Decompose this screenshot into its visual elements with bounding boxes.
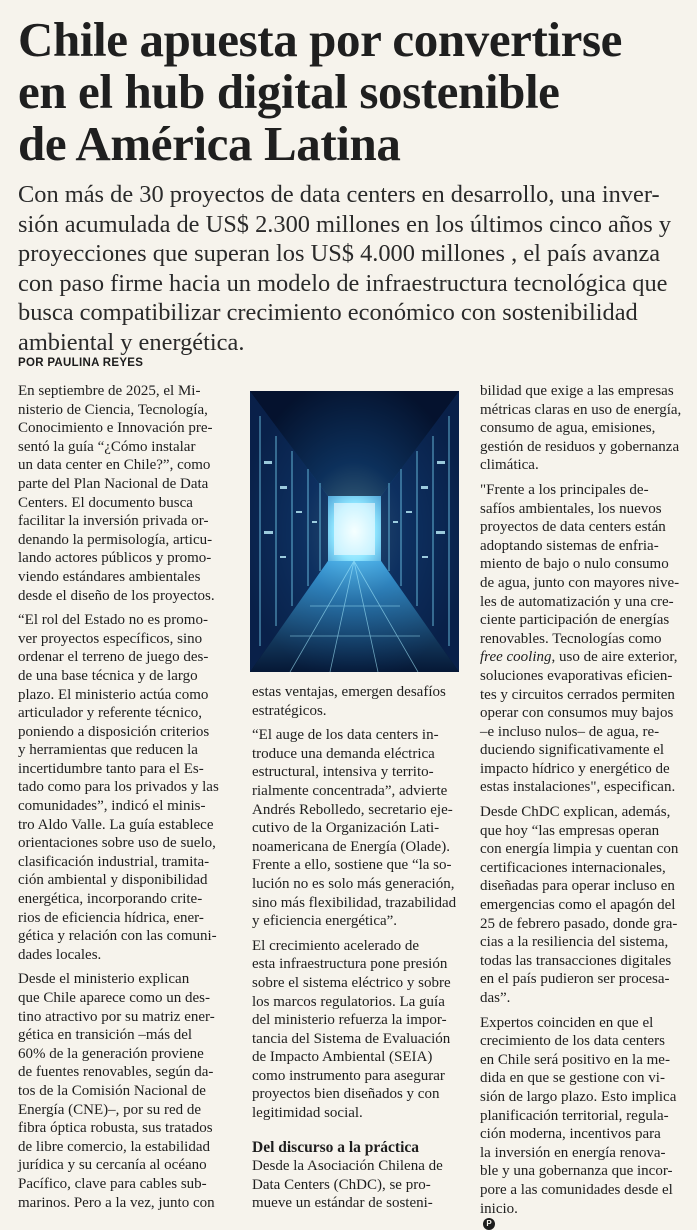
article-line: plazo. El ministerio actúa como (18, 686, 209, 703)
article-line: que Chile aparece como un des- (18, 990, 211, 1006)
article-line: orientaciones sobre uso de suelo, (18, 835, 216, 852)
article-line: un data center en Chile?”, como (18, 457, 211, 474)
article-line: incertidumbre tanto para el Es- (18, 760, 204, 777)
article-line: dades locales. (18, 946, 102, 963)
article-line: cias a la resiliencia del sistema, (480, 934, 669, 951)
article-line: esta infraestructura pone presión (252, 956, 448, 973)
article-line: climática. (480, 457, 539, 474)
article-line: con energía limpia y cuentan con (480, 841, 679, 858)
article-line: Data Centers (ChDC), se pro- (252, 1176, 431, 1193)
article-line: diseñadas para operar incluso en (480, 878, 675, 895)
article-line: sino más flexibilidad, trazabilidad (252, 894, 457, 911)
article-line: lución no es solo más generación, (252, 875, 455, 892)
article-line: 25 de febrero pasado, donde gra- (480, 915, 678, 932)
article-line: como instrumento para asegurar (252, 1067, 445, 1084)
article-line: estas instalaciones", especifican. (480, 779, 676, 796)
headline-line: de América Latina (18, 116, 401, 171)
article-line: gética y relación con las comuni- (18, 928, 217, 945)
article-column-3 (480, 382, 689, 1230)
article-line: rios de eficiencia hídrica, ener- (18, 909, 204, 926)
article-line: safíos ambientales, los nuevos (480, 500, 662, 517)
article-line: renovables. Tecnologías como (480, 630, 662, 647)
article-line: y eficiencia energética”. (252, 913, 398, 930)
article-line: "Frente a los principales de- (480, 481, 649, 498)
article-line: legitimidad social. (252, 1105, 363, 1122)
article-line: en Chile será positivo en la me- (480, 1051, 670, 1068)
article-line: tos de la Comisión Nacional de (18, 1082, 206, 1099)
article-line: métricas claras en uso de energía, (480, 401, 682, 418)
article-line: de fuentes renovables, según da- (18, 1064, 214, 1081)
article-line: consumo de agua, emisiones, (480, 420, 656, 437)
article-line: de libre comercio, la estabilidad (18, 1138, 211, 1155)
article-line: miento de bajo o nulo consumo (480, 556, 669, 573)
article-line: Desde el ministerio explican (18, 971, 190, 988)
article-line: les de automatización y una cre- (480, 593, 674, 610)
article-line: los marcos regulatorios. La guía (252, 993, 445, 1010)
headline-line: en el hub digital sostenible (18, 64, 560, 119)
lead-line: busca compatibilizar crecimiento económico con sostenibilidad (18, 299, 638, 326)
article-line: en el país pudieron ser procesa- (480, 971, 670, 988)
article-line: soluciones evaporativas eficien- (480, 667, 673, 684)
article-line: noamericana de Energía (Olade). (252, 838, 450, 855)
article-line: emergencias como el apagón del (480, 897, 676, 914)
article-line: En septiembre de 2025, el Mi- (18, 383, 201, 399)
article-line: pore a las comunidades desde el (480, 1181, 673, 1198)
article-line: ver proyectos específicos, sino (18, 630, 203, 647)
article-line: planificación territorial, regula- (480, 1107, 669, 1124)
article-line: clasificación industrial, tramita- (18, 853, 210, 870)
article-line: y herramientas que reducen la (18, 742, 198, 759)
article-line: sobre el sistema eléctrico y sobre (252, 974, 451, 991)
article-line: crecimiento de los data centers (480, 1033, 665, 1050)
article-line: sentó la guía “¿Cómo instalar (18, 438, 196, 455)
article-line: cutivo de la Organización Lati- (252, 820, 440, 837)
article-line: El crecimiento acelerado de (252, 937, 419, 954)
article-last-line (480, 1200, 689, 1230)
article-line: “El rol del Estado no es promo- (18, 612, 208, 629)
article-line: estructural, intensiva y territo- (252, 764, 434, 781)
article-line: del ministerio refuerza la impor- (252, 1012, 447, 1029)
article-line: marinos. Pero a la vez, junto con (18, 1194, 215, 1211)
article-line: ciente participación de energías (480, 612, 670, 629)
article-line: free cooling, uso de aire exterior, (480, 649, 678, 666)
article-column-1 (18, 382, 228, 1212)
lead-paragraph (18, 180, 686, 357)
article-line: Energía (CNE)–, por su red de (18, 1101, 202, 1118)
byline: POR PAULINA REYES (18, 357, 144, 369)
article-line: troduce una demanda eléctrica (252, 745, 435, 762)
article-line: ción moderna, incentivos para (480, 1126, 661, 1143)
server-corridor-illustration (250, 391, 459, 672)
article-line: Frente a ello, sostiene que “la so- (252, 857, 452, 874)
lead-line: con paso firme hacia un modelo de infraestructura tecnológica que (18, 269, 668, 297)
article-line: tancia del Sistema de Evaluación (252, 1030, 451, 1047)
article-line: inicio. (480, 1200, 518, 1217)
article-line: gestión de residuos y gobernanza (480, 438, 680, 455)
article-line: adoptando sistemas de enfria- (480, 537, 659, 554)
article-line: operar con consumos muy bajos (480, 705, 674, 722)
article-line: “El auge de los data centers in- (252, 727, 439, 744)
article-line: denando la permisología, articu- (18, 531, 213, 548)
article-line: de Impacto Ambiental (SEIA) (252, 1049, 433, 1066)
article-line: mueve un estándar de sosteni- (252, 1195, 433, 1212)
article-line: proyectos bien diseñados y con (252, 1086, 440, 1103)
article-line: ción ambiental y disponibilidad (18, 872, 208, 889)
article-line: nisterio de Ciencia, Tecnología, (18, 401, 208, 418)
article-line: fibra óptica robusta, sus tratados (18, 1120, 213, 1137)
article-line: Pacífico, clave para cables sub- (18, 1175, 207, 1192)
article-line: ble y una gobernanza que incor- (480, 1163, 673, 1180)
article-line: viendo estándares ambientales (18, 568, 201, 585)
article-line: Andrés Rebolledo, secretario eje- (252, 801, 453, 818)
article-line: la inversión en energía renova- (480, 1144, 666, 1161)
article-line: desde el diseño de los proyectos. (18, 587, 215, 604)
article-line: dida en que se gestione con vi- (480, 1070, 665, 1087)
article-line: tino atractivo por su matriz ener- (18, 1008, 215, 1025)
article-line: jurídica y su cercanía al océano (18, 1157, 207, 1174)
section-subheading: Del discurso a la práctica (252, 1138, 420, 1156)
headline-line: Chile apuesta por convertirse (18, 12, 623, 67)
article-line: Desde ChDC explican, además, (480, 804, 671, 821)
article-line: comunidades”, indicó el minis- (18, 798, 206, 815)
article-line: das”. (480, 990, 511, 1006)
article-line: poniendo a disposición criterios (18, 723, 210, 740)
article-line: tes y circuitos cerrados permiten (480, 686, 675, 703)
article-line: estas ventajas, emergen desafíos (252, 684, 446, 700)
article-line: proyectos de data centers están (480, 519, 666, 536)
article-line: energética, incorporando crite- (18, 891, 203, 908)
article-line: gética en transición –más del (18, 1027, 193, 1044)
article-line: bilidad que exige a las empresas (480, 383, 674, 399)
article-line: impacto hídrico y energético de (480, 760, 670, 777)
article-line: estratégicos. (252, 702, 327, 719)
lead-line: sión acumulada de US$ 2.300 millones en los últimos cinco años y (18, 210, 672, 238)
article-line: de una base técnica y de largo (18, 667, 198, 684)
article-line: parte del Plan Nacional de Data (18, 475, 209, 492)
article-line: que hoy “las empresas operan (480, 822, 660, 839)
lead-line: Con más de 30 proyectos de data centers en desarrollo, una inver- (18, 181, 660, 208)
article-line: certificaciones internacionales, (480, 859, 666, 876)
article-line: ordenar el terreno de juego des- (18, 649, 209, 666)
article-line: –e incluso nulos– de agua, re- (480, 723, 660, 740)
article-line: todas las transacciones digitales (480, 952, 672, 969)
article-line: Desde la Asociación Chilena de (252, 1158, 443, 1175)
article-line: tro Aldo Valle. La guía establece (18, 816, 214, 833)
article-line: facilitar la inversión privada or- (18, 513, 209, 530)
article-line: rialmente concentrada”, advierte (252, 782, 448, 799)
article-column-2 (252, 683, 458, 1213)
article-line: tado como para los privados y las (18, 779, 219, 796)
article-line: Conocimiento e Innovación pre- (18, 420, 213, 437)
article-line: sión de largo plazo. Esto implica (480, 1088, 677, 1105)
paragraph-gap (252, 1123, 458, 1139)
end-mark-icon: P (483, 1218, 495, 1230)
article-line: lando actores públicos y promo- (18, 550, 212, 567)
article-line: Expertos coinciden en que el (480, 1014, 654, 1031)
article-line: 60% de la generación proviene (18, 1045, 204, 1062)
data-center-photo (250, 391, 459, 672)
article-line: Centers. El documento busca (18, 494, 193, 511)
article-line: de agua, junto con mayores nive- (480, 574, 680, 591)
lead-line: ambiental y energética. (18, 328, 245, 356)
article-line: articulador y referente técnico, (18, 705, 203, 722)
headline (18, 14, 688, 170)
lead-line: proyecciones que superan los US$ 4.000 millones , el país avanza (18, 240, 661, 267)
article-line: duciendo significativamente el (480, 742, 665, 759)
